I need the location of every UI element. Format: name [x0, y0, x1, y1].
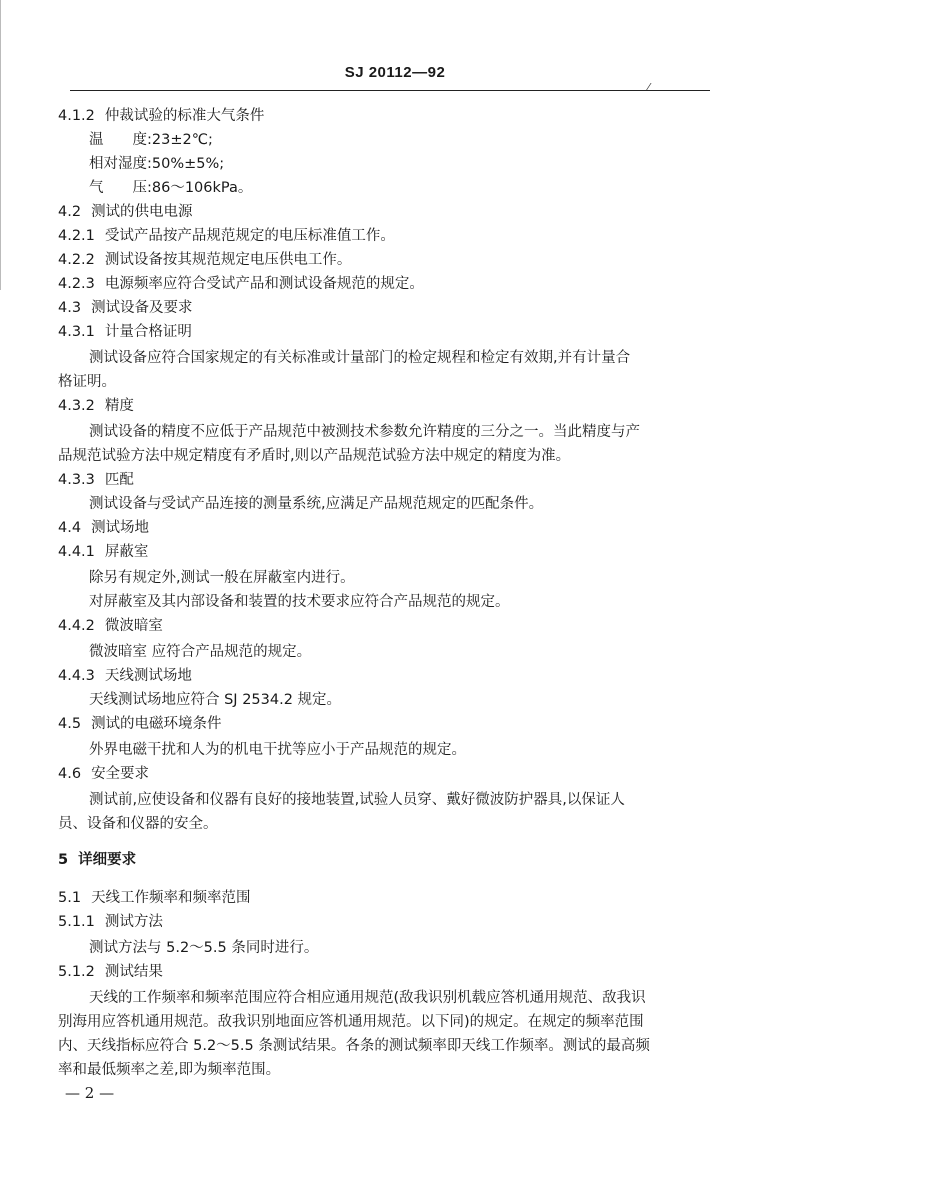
clause-4-2-2: 4.2.2 测试设备按其规范规定电压供电工作。: [58, 252, 352, 268]
clause-4-4-2: 4.4.2 微波暗室: [58, 618, 163, 634]
scan-mark: ⁄: [648, 82, 650, 93]
clause-4-1-2: 4.1.2 仲裁试验的标准大气条件: [58, 108, 265, 124]
clause-4-2-1: 4.2.1 受试产品按产品规范规定的电压标准值工作。: [58, 228, 395, 244]
body-line: 品规范试验方法中规定精度有矛盾时,则以产品规范试验方法中规定的精度为准。: [58, 448, 571, 464]
scan-edge: [0, 0, 6, 290]
body-line: 内、天线指标应符合 5.2～5.5 条测试结果。各条的测试频率即天线工作频率。测试的最高频: [58, 1038, 650, 1054]
body-line: 测试前,应使设备和仪器有良好的接地装置,试验人员穿、戴好微波防护器具,以保证人: [89, 792, 625, 808]
clause-4-4-3: 4.4.3 天线测试场地: [58, 668, 192, 684]
standard-code-header: SJ 20112—92: [344, 64, 446, 81]
clause-4-2-3: 4.2.3 电源频率应符合受试产品和测试设备规范的规定。: [58, 276, 424, 292]
body-line: 微波暗室 应符合产品规范的规定。: [89, 644, 312, 660]
clause-4-3-3: 4.3.3 匹配: [58, 472, 134, 488]
body-line: 率和最低频率之差,即为频率范围。: [58, 1062, 281, 1078]
section-5: 5 详细要求: [58, 852, 137, 868]
clause-4-4: 4.4 测试场地: [58, 520, 150, 536]
body-line: 测试设备应符合国家规定的有关标准或计量部门的检定规程和检定有效期,并有计量合: [89, 350, 631, 366]
clause-5-1: 5.1 天线工作频率和频率范围: [58, 890, 251, 906]
clause-5-1-1: 5.1.1 测试方法: [58, 914, 163, 930]
clause-4-4-1: 4.4.1 屏蔽室: [58, 544, 149, 560]
body-line: 格证明。: [58, 374, 116, 390]
clause-4-3-2: 4.3.2 精度: [58, 398, 134, 414]
clause-4-5: 4.5 测试的电磁环境条件: [58, 716, 222, 732]
body-line: 对屏蔽室及其内部设备和装置的技术要求应符合产品规范的规定。: [89, 594, 510, 610]
header-rule: [70, 90, 710, 91]
body-line: 温 度:23±2℃;: [89, 132, 213, 148]
clause-4-3-1: 4.3.1 计量合格证明: [58, 324, 192, 340]
body-line: 气 压:86～106kPa。: [89, 180, 253, 196]
clause-4-2: 4.2 测试的供电电源: [58, 204, 193, 220]
clause-5-1-2: 5.1.2 测试结果: [58, 964, 163, 980]
body-line: 测试设备与受试产品连接的测量系统,应满足产品规范规定的匹配条件。: [89, 496, 544, 512]
body-line: 外界电磁干扰和人为的机电干扰等应小于产品规范的规定。: [89, 742, 466, 758]
body-line: 员、设备和仪器的安全。: [58, 816, 218, 832]
page-number: — 2 —: [65, 1084, 115, 1102]
body-line: 测试方法与 5.2～5.5 条同时进行。: [89, 940, 319, 956]
body-line: 天线测试场地应符合 SJ 2534.2 规定。: [89, 692, 342, 708]
body-line: 除另有规定外,测试一般在屏蔽室内进行。: [89, 570, 355, 586]
clause-4-6: 4.6 安全要求: [58, 766, 150, 782]
clause-4-3: 4.3 测试设备及要求: [58, 300, 193, 316]
body-line: 测试设备的精度不应低于产品规范中被测技术参数允许精度的三分之一。当此精度与产: [89, 424, 640, 440]
body-line: 别海用应答机通用规范。敌我识别地面应答机通用规范。以下同)的规定。在规定的频率范围: [58, 1014, 644, 1030]
body-line: 相对湿度:50%±5%;: [89, 156, 225, 172]
body-line: 天线的工作频率和频率范围应符合相应通用规范(敌我识别机载应答机通用规范、敌我识: [89, 990, 646, 1006]
